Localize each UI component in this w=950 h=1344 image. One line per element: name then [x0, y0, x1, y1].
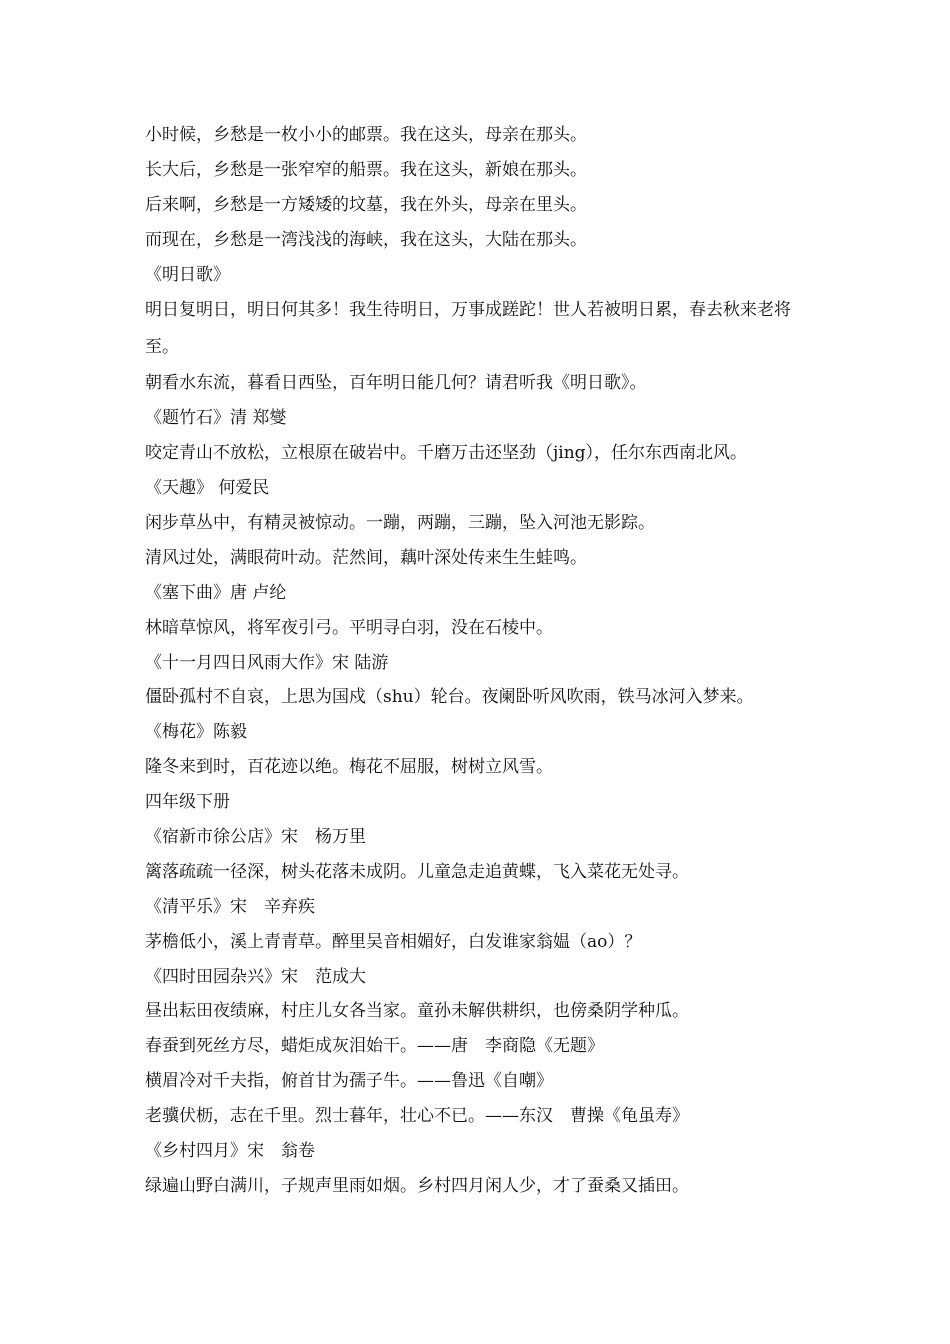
- poem-title: 《宿新市徐公店》宋 杨万里: [145, 827, 366, 848]
- text-line: 明日复明日，明日何其多！我生待明日，万事成蹉跎！世人若被明日累，春去秋来老将至。: [145, 300, 791, 358]
- text-line: 后来啊，乡愁是一方矮矮的坟墓，我在外头，母亲在里头。: [145, 194, 587, 215]
- poem-title: 《塞下曲》唐 卢纶: [145, 582, 287, 603]
- text-line: 而现在，乡愁是一湾浅浅的海峡，我在这头，大陆在那头。: [145, 229, 587, 250]
- quote-line: 老骥伏枥，志在千里。烈士暮年，壮心不已。——东汉 曹操《龟虽寿》: [145, 1106, 689, 1127]
- text-line: 清风过处，满眼荷叶动。茫然间，藕叶深处传来生生蛙鸣。: [145, 547, 587, 568]
- text-line: 绿遍山野白满川，子规声里雨如烟。乡村四月闲人少，才了蚕桑又插田。: [145, 1175, 689, 1196]
- text-line: 茅檐低小，溪上青青草。醉里吴音相媚好，白发谁家翁媪（ao）？: [145, 931, 642, 952]
- text-line: 闲步草丛中，有精灵被惊动。一蹦，两蹦，三蹦，坠入河池无影踪。: [145, 513, 655, 534]
- poem-title: 《梅花》陈毅: [145, 722, 247, 743]
- quote-line: 横眉冷对千夫指，俯首甘为孺子牛。——鲁迅《自嘲》: [145, 1071, 553, 1092]
- text-line: 昼出耘田夜绩麻，村庄儿女各当家。童孙未解供耕织，也傍桑阴学种瓜。: [145, 1001, 689, 1022]
- quote-line: 春蚕到死丝方尽，蜡炬成灰泪始干。——唐 李商隐《无题》: [145, 1036, 604, 1057]
- poem-title: 《乡村四月》宋 翁卷: [145, 1141, 315, 1162]
- text-line: 林暗草惊风，将军夜引弓。平明寻白羽，没在石棱中。: [145, 617, 553, 638]
- text-line: 咬定青山不放松，立根原在破岩中。千磨万击还坚劲（jing），任尔东西南北风。: [145, 443, 748, 464]
- poem-title: 《天趣》 何爱民: [145, 478, 270, 499]
- text-line: 隆冬来到时，百花迹以绝。梅花不屈服，树树立风雪。: [145, 757, 553, 778]
- poem-title: 《四时田园杂兴》宋 范成大: [145, 966, 366, 987]
- document-body: [145, 118, 810, 1204]
- poem-title: 《清平乐》宋 辛弃疾: [145, 896, 315, 917]
- text-line: 篱落疏疏一径深，树头花落未成阴。儿童急走追黄蝶，飞入菜花无处寻。: [145, 861, 689, 882]
- text-line: 朝看水东流，暮看日西坠，百年明日能几何？请君听我《明日歌》。: [145, 373, 647, 394]
- poem-title: 《题竹石》清 郑燮: [145, 408, 287, 429]
- poem-title: 《明日歌》: [145, 264, 230, 285]
- section-heading: 四年级下册: [145, 792, 230, 813]
- poem-title: 《十一月四日风雨大作》宋 陆游: [145, 652, 389, 673]
- text-line: 长大后，乡愁是一张窄窄的船票。我在这头，新娘在那头。: [145, 159, 587, 180]
- text-line: 僵卧孤村不自哀，上思为国戍（shu）轮台。夜阑卧听风吹雨，铁马冰河入梦来。: [145, 687, 754, 708]
- text-line: 小时候，乡愁是一枚小小的邮票。我在这头，母亲在那头。: [145, 125, 587, 145]
